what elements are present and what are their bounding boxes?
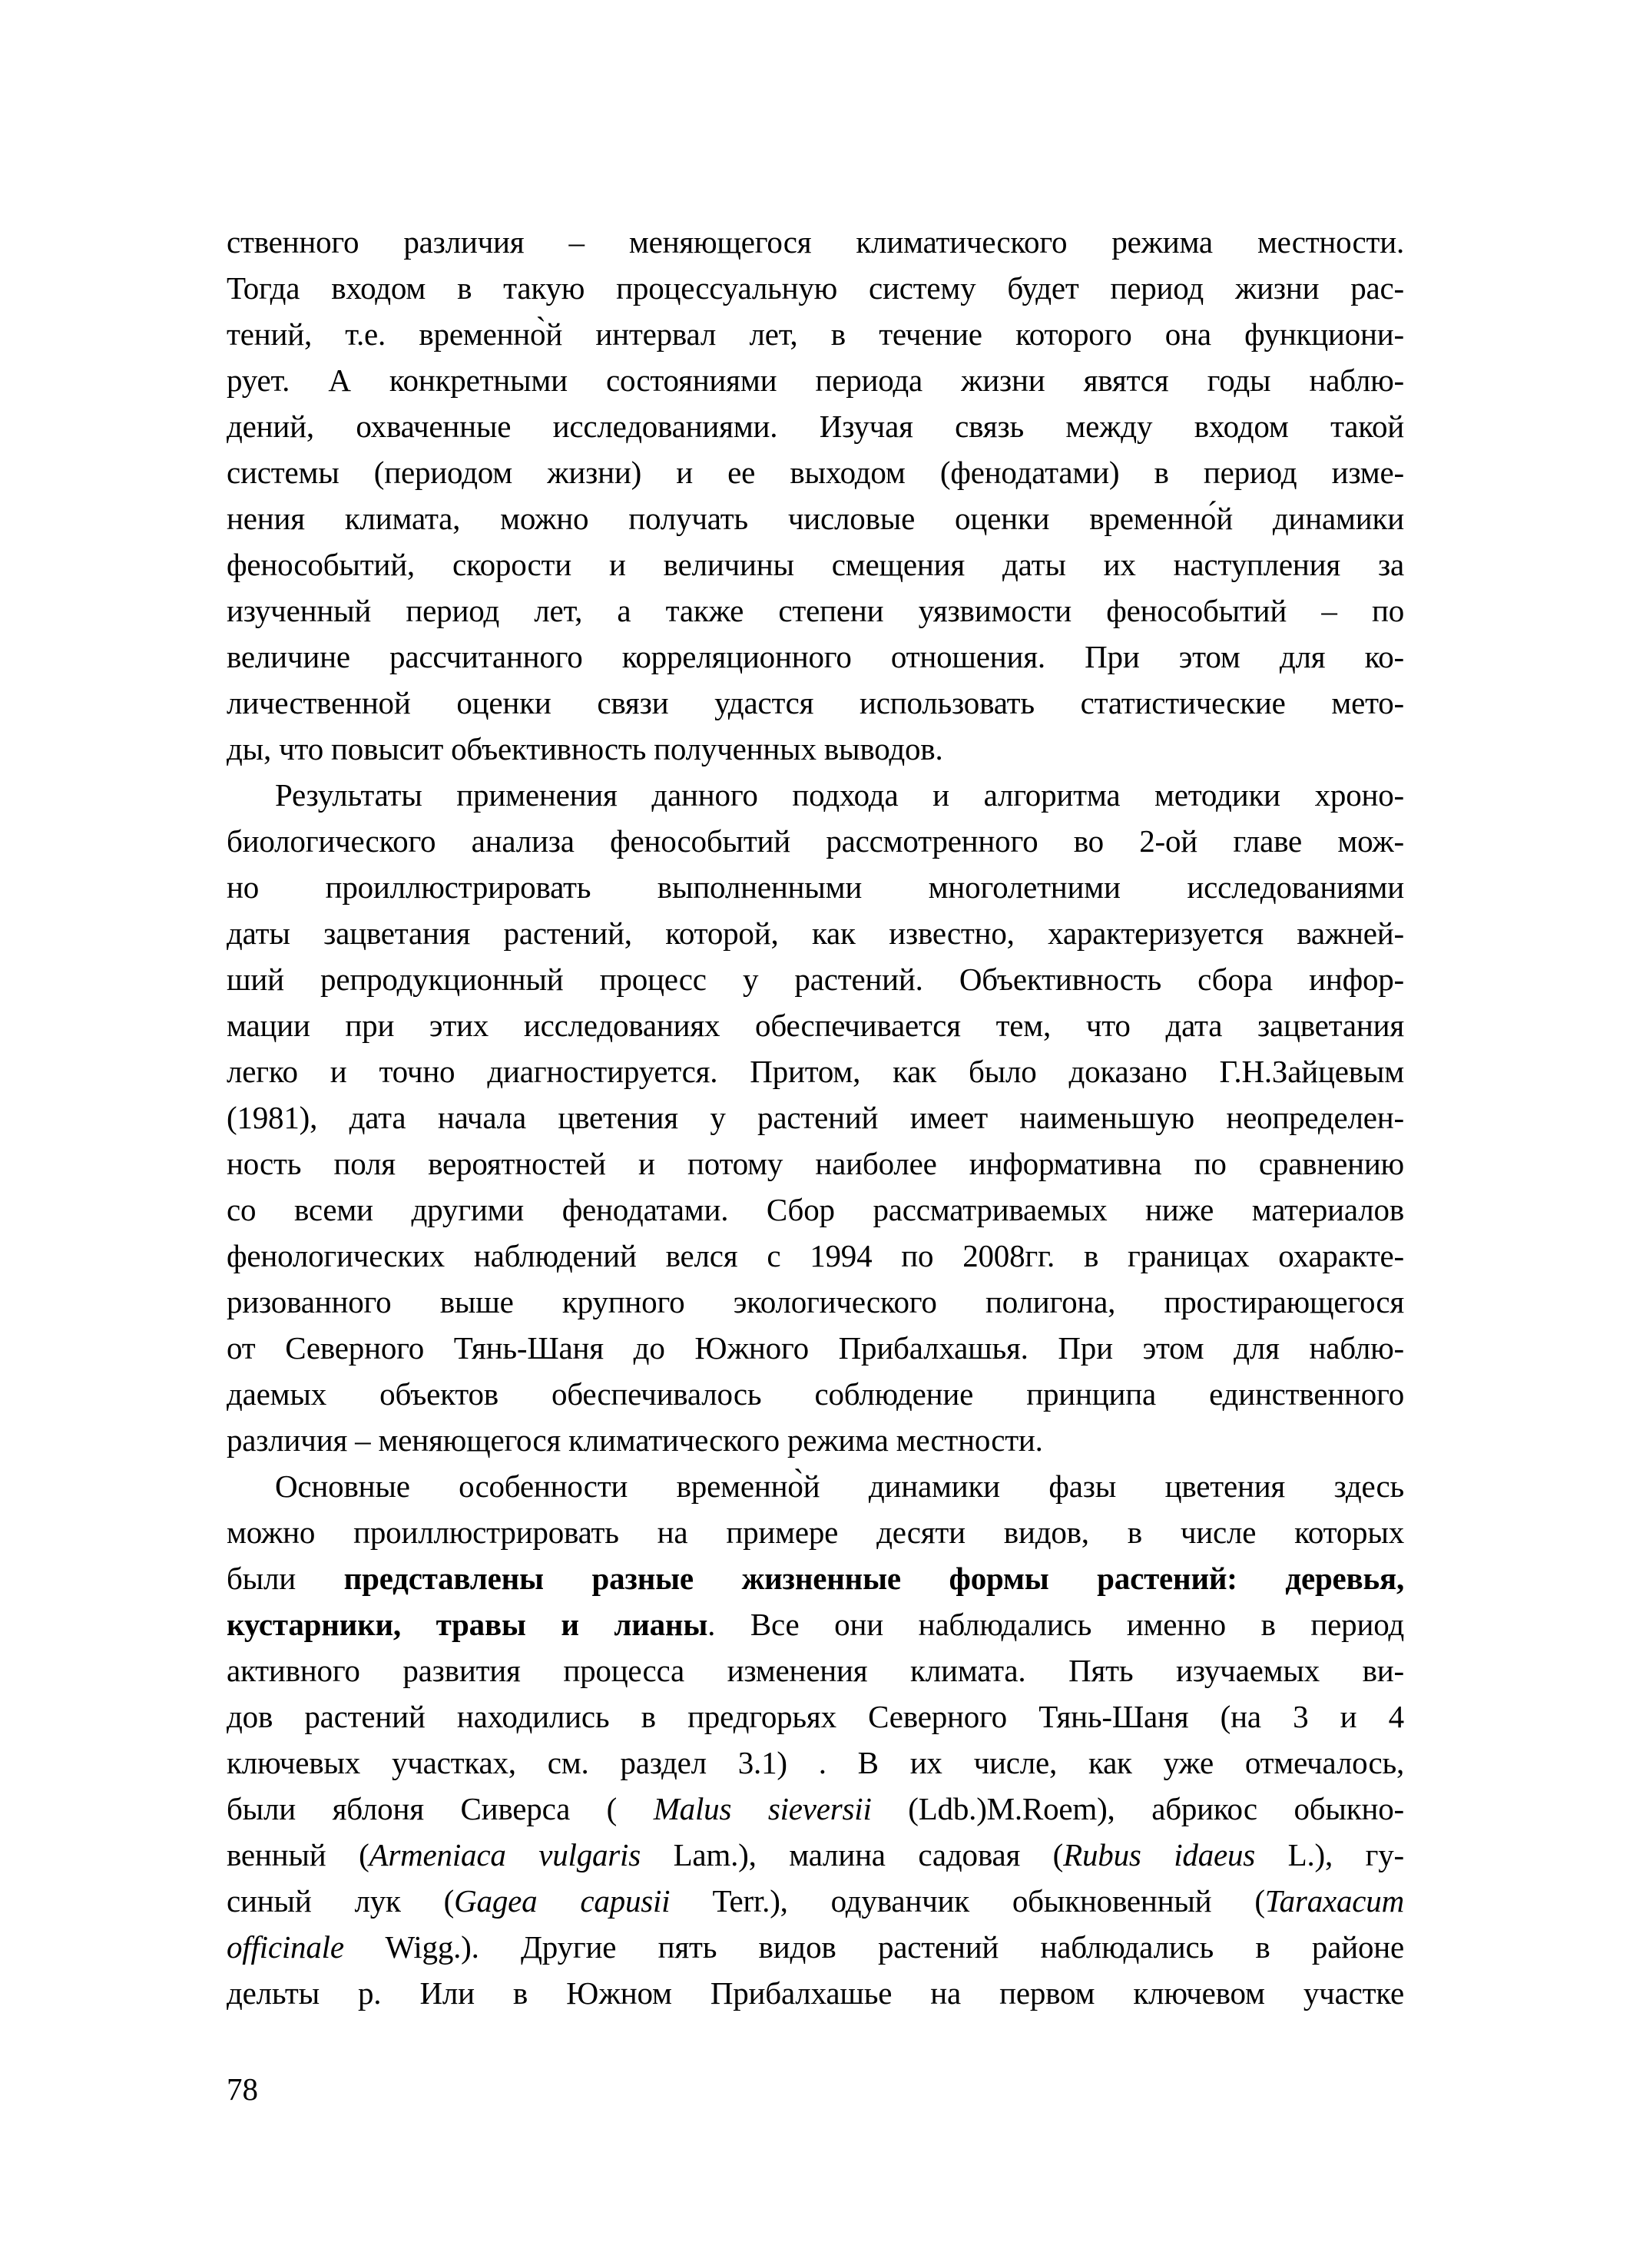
text-block — [227, 219, 1404, 2016]
latin-species-name: Armeniaca vulgaris — [369, 1837, 641, 1872]
text-run: (1981), дата начала цветения у растений имеет наименьшую неопределен- — [227, 1100, 1404, 1135]
text-line — [227, 910, 1404, 956]
text-run: синый лук ( — [227, 1883, 455, 1919]
text-line — [227, 1141, 1404, 1187]
text-run: мации при этих исследованиях обеспечивается тем, что дата зацветания — [227, 1008, 1404, 1043]
text-run: дов растений находились в предгорьях Северного Тянь-Шаня (на 3 и 4 — [227, 1699, 1404, 1734]
text-line — [227, 1694, 1404, 1740]
text-line — [227, 680, 1404, 726]
text-run: активного развития процесса изменения климата. Пять изучаемых ви- — [227, 1653, 1404, 1688]
text-line — [227, 634, 1404, 680]
text-line — [227, 311, 1404, 357]
text-run: фенологических наблюдений велся с 1994 по 2008гг. в границах охаракте- — [227, 1238, 1404, 1273]
text-line — [227, 1048, 1404, 1094]
text-run: но проиллюстрировать выполненными многолетними исследованиями — [227, 869, 1404, 905]
text-run: дельты р. Или в Южном Прибалхашье на первом ключевом участке — [227, 1975, 1404, 2011]
text-line — [227, 357, 1404, 403]
latin-species-name: officinale — [227, 1929, 344, 1965]
latin-species-name: Taraxacum — [1264, 1883, 1404, 1919]
text-run: фенособытий, скорости и величины смещения даты их наступления за — [227, 547, 1404, 582]
text-run: даемых объектов обеспечивалось соблюдение принципа единственного — [227, 1376, 1404, 1412]
latin-species-name: Gagea capusii — [454, 1883, 671, 1919]
text-run: ший репродукционный процесс у растений. Объективность сбора инфор- — [227, 962, 1404, 997]
text-run: ключевых участках, см. раздел 3.1) . В их числе, как уже отмечалось, — [227, 1745, 1404, 1780]
text-line — [227, 956, 1404, 1002]
text-line — [227, 403, 1404, 449]
text-run: ность поля вероятностей и потому наиболее информативна по сравнению — [227, 1146, 1404, 1181]
text-run: даты зацветания растений, которой, как известно, характеризуется важней- — [227, 915, 1404, 951]
text-line — [227, 726, 1404, 772]
text-line — [227, 1786, 1404, 1832]
text-line — [227, 1970, 1404, 2016]
text-run: (Ldb.)M.Roem), абрикос обыкно- — [871, 1791, 1404, 1826]
text-run: были яблоня Сиверса ( — [227, 1791, 654, 1826]
text-line — [227, 1417, 1404, 1463]
text-run: ризованного выше крупного экологического полигона, простирающегося — [227, 1284, 1404, 1319]
text-line — [227, 1509, 1404, 1555]
text-run: Результаты применения данного подхода и алгоритма методики хроно- — [275, 777, 1404, 813]
text-line — [227, 1832, 1404, 1878]
latin-species-name: Rubus idaeus — [1063, 1837, 1256, 1872]
text-line — [227, 864, 1404, 910]
text-line — [227, 1740, 1404, 1786]
text-line — [227, 1233, 1404, 1279]
text-run: легко и точно диагностируется. Притом, как было доказано Г.Н.Зайцевым — [227, 1054, 1404, 1089]
text-run: различия – меняющегося климатического режима местности. — [227, 1422, 1043, 1458]
text-line — [227, 219, 1404, 265]
text-line — [227, 1878, 1404, 1924]
text-line — [227, 1371, 1404, 1417]
text-line — [227, 588, 1404, 634]
text-run: дений, охваченные исследованиями. Изучая связь между входом такой — [227, 409, 1404, 444]
text-run: от Северного Тянь-Шаня до Южного Прибалхашья. При этом для наблю- — [227, 1330, 1404, 1366]
text-line — [227, 1555, 1404, 1601]
page-number: 78 — [227, 2071, 258, 2107]
text-run: Terr.), одуванчик обыкновенный ( — [670, 1883, 1265, 1919]
text-line — [227, 1463, 1404, 1509]
text-run: L.), гу- — [1255, 1837, 1404, 1872]
bold-text-run: кустарники, травы и лианы — [227, 1607, 708, 1642]
text-run: Lam.), малина садовая ( — [641, 1837, 1064, 1872]
text-line — [227, 1325, 1404, 1371]
text-line — [227, 265, 1404, 311]
bold-text-run: представлены разные жизненные формы растений: деревья, — [343, 1561, 1404, 1596]
text-line — [227, 495, 1404, 541]
text-line — [227, 772, 1404, 818]
text-run: можно проиллюстрировать на примере десяти видов, в числе которых — [227, 1515, 1404, 1550]
text-run: Тогда входом в такую процессуальную систему будет период жизни рас- — [227, 270, 1404, 306]
text-run: величине рассчитанного корреляционного отношения. При этом для ко- — [227, 639, 1404, 674]
text-line — [227, 818, 1404, 864]
text-line — [227, 1094, 1404, 1141]
text-run: биологического анализа фенособытий рассмотренного во 2-ой главе мож- — [227, 823, 1404, 859]
text-run: со всеми другими фенодатами. Сбор рассматриваемых ниже материалов — [227, 1192, 1404, 1227]
text-line — [227, 541, 1404, 588]
text-run: личественной оценки связи удастся использовать статистические мето- — [227, 685, 1404, 720]
text-run: были — [227, 1561, 344, 1596]
text-line — [227, 449, 1404, 495]
text-run: венный ( — [227, 1837, 369, 1872]
text-run: Основные особенности временно̀й динамики фазы цветения здесь — [275, 1468, 1404, 1504]
text-run: тений, т.е. временно̀й интервал лет, в течение которого она функциони- — [227, 316, 1404, 352]
text-run: рует. А конкретными состояниями периода жизни явятся годы наблю- — [227, 363, 1404, 398]
text-line — [227, 1601, 1404, 1647]
text-line — [227, 1924, 1404, 1970]
text-line — [227, 1279, 1404, 1325]
text-run: изученный период лет, а также степени уязвимости фенособытий – по — [227, 593, 1404, 628]
text-run: Wigg.). Другие пять видов растений наблюдались в районе — [343, 1929, 1404, 1965]
text-line — [227, 1002, 1404, 1048]
latin-species-name: Malus sieversii — [653, 1791, 872, 1826]
text-run: системы (периодом жизни) и ее выходом (фенодатами) в период изме- — [227, 455, 1404, 490]
text-line — [227, 1647, 1404, 1694]
text-run: . Все они наблюдались именно в период — [707, 1607, 1404, 1642]
text-run: нения климата, можно получать числовые оценки временно́й динамики — [227, 501, 1404, 536]
text-run: ственного различия – меняющегося климатического режима местности. — [227, 224, 1404, 260]
text-line — [227, 1187, 1404, 1233]
text-run: ды, что повысит объективность полученных выводов. — [227, 731, 943, 766]
